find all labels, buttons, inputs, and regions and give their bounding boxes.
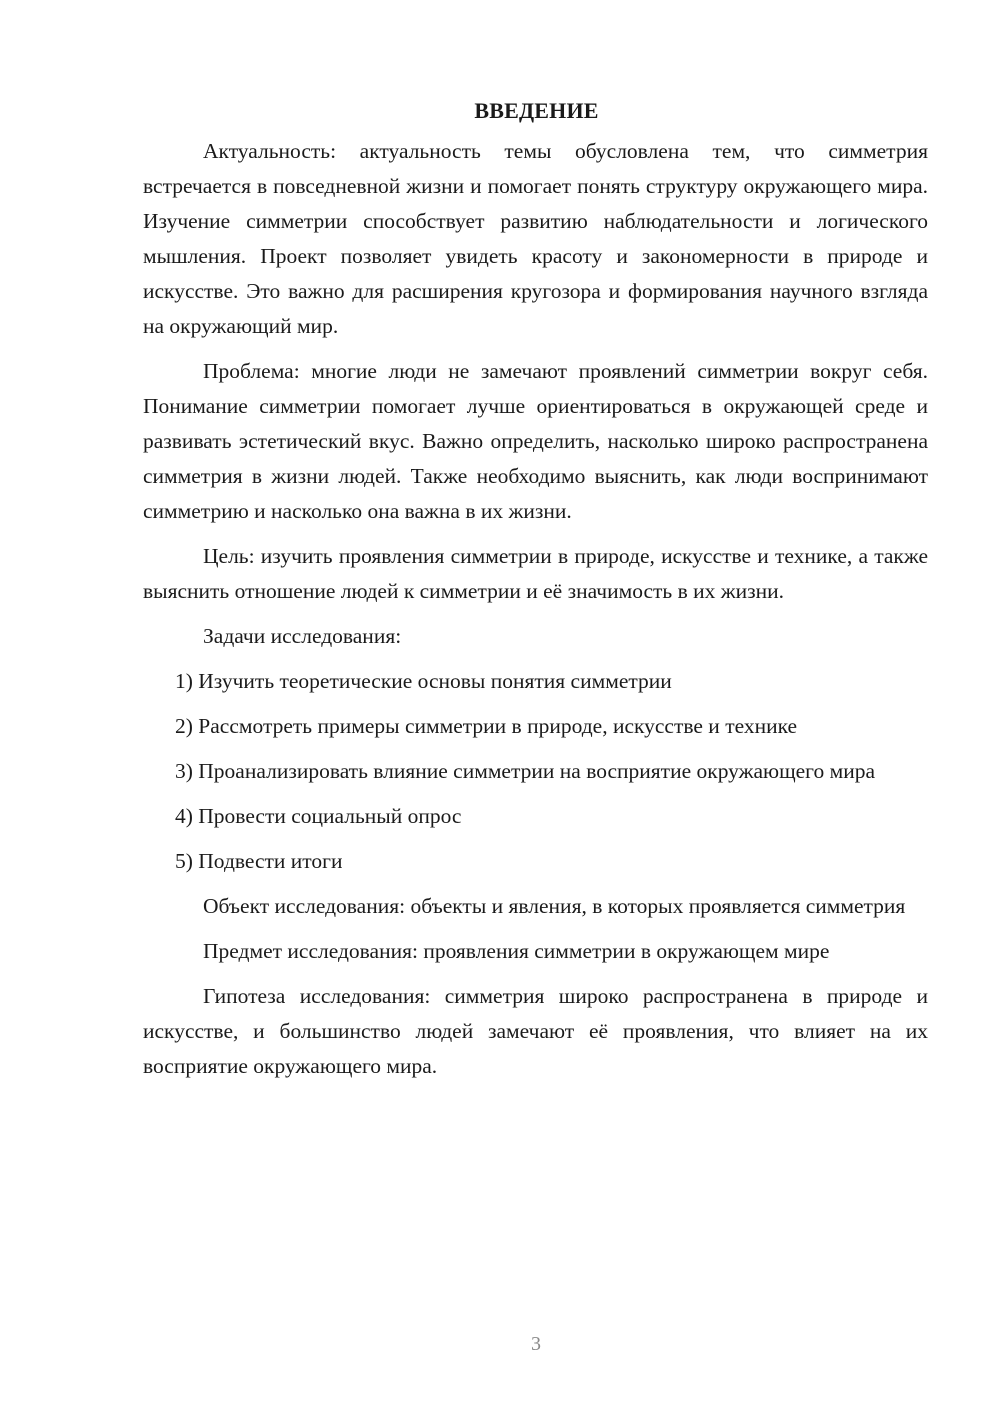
subject-paragraph: Предмет исследования: проявления симметрии в окружающем мире <box>203 939 830 963</box>
tasks-title: Задачи исследования: <box>203 624 402 648</box>
object-paragraph: Объект исследования: объекты и явления, в которых проявляется симметрия <box>203 894 906 918</box>
task-item: 2) Рассмотреть примеры симметрии в природе, искусстве и технике <box>175 714 798 738</box>
relevance-paragraph: Актуальность: актуальность темы обусловлена тем, что симметрия встречается в повседневной жизни и помогает понять структуру окружающего мира. Изучение симметрии способствует развитию наблюдательности и логического мышления. Проект позволяет увидеть красоту и закономерности в природе и искусстве. Это важно для расширения кругозора и формирования научного взгляда на окружающий мир. <box>143 139 928 338</box>
task-item: 5) Подвести итоги <box>175 849 343 873</box>
task-item: 1) Изучить теоретические основы понятия симметрии <box>175 669 672 693</box>
task-item: 3) Проанализировать влияние симметрии на восприятие окружающего мира <box>175 759 875 783</box>
problem-paragraph: Проблема: многие люди не замечают проявлений симметрии вокруг себя. Понимание симметрии помогает лучше ориентироваться в окружающей среде и развивать эстетический вкус. Важно определить, насколько широко распространена симметрия в жизни людей. Также необходимо выяснить, как люди воспринимают симметрию и насколько она важна в их жизни. <box>143 359 928 523</box>
hypothesis-paragraph: Гипотеза исследования: симметрия широко распространена в природе и искусстве, и большинство людей замечают её проявления, что влияет на их восприятие окружающего мира. <box>143 984 928 1078</box>
goal-paragraph: Цель: изучить проявления симметрии в природе, искусстве и технике, а также выяснить отношение людей к симметрии и её значимость в их жизни. <box>143 544 928 603</box>
section-heading: ВВЕДЕНИЕ <box>474 98 599 123</box>
page-number: 3 <box>531 1333 541 1355</box>
task-item: 4) Провести социальный опрос <box>175 804 462 828</box>
tasks-list <box>143 664 928 879</box>
page-content <box>143 96 928 1094</box>
